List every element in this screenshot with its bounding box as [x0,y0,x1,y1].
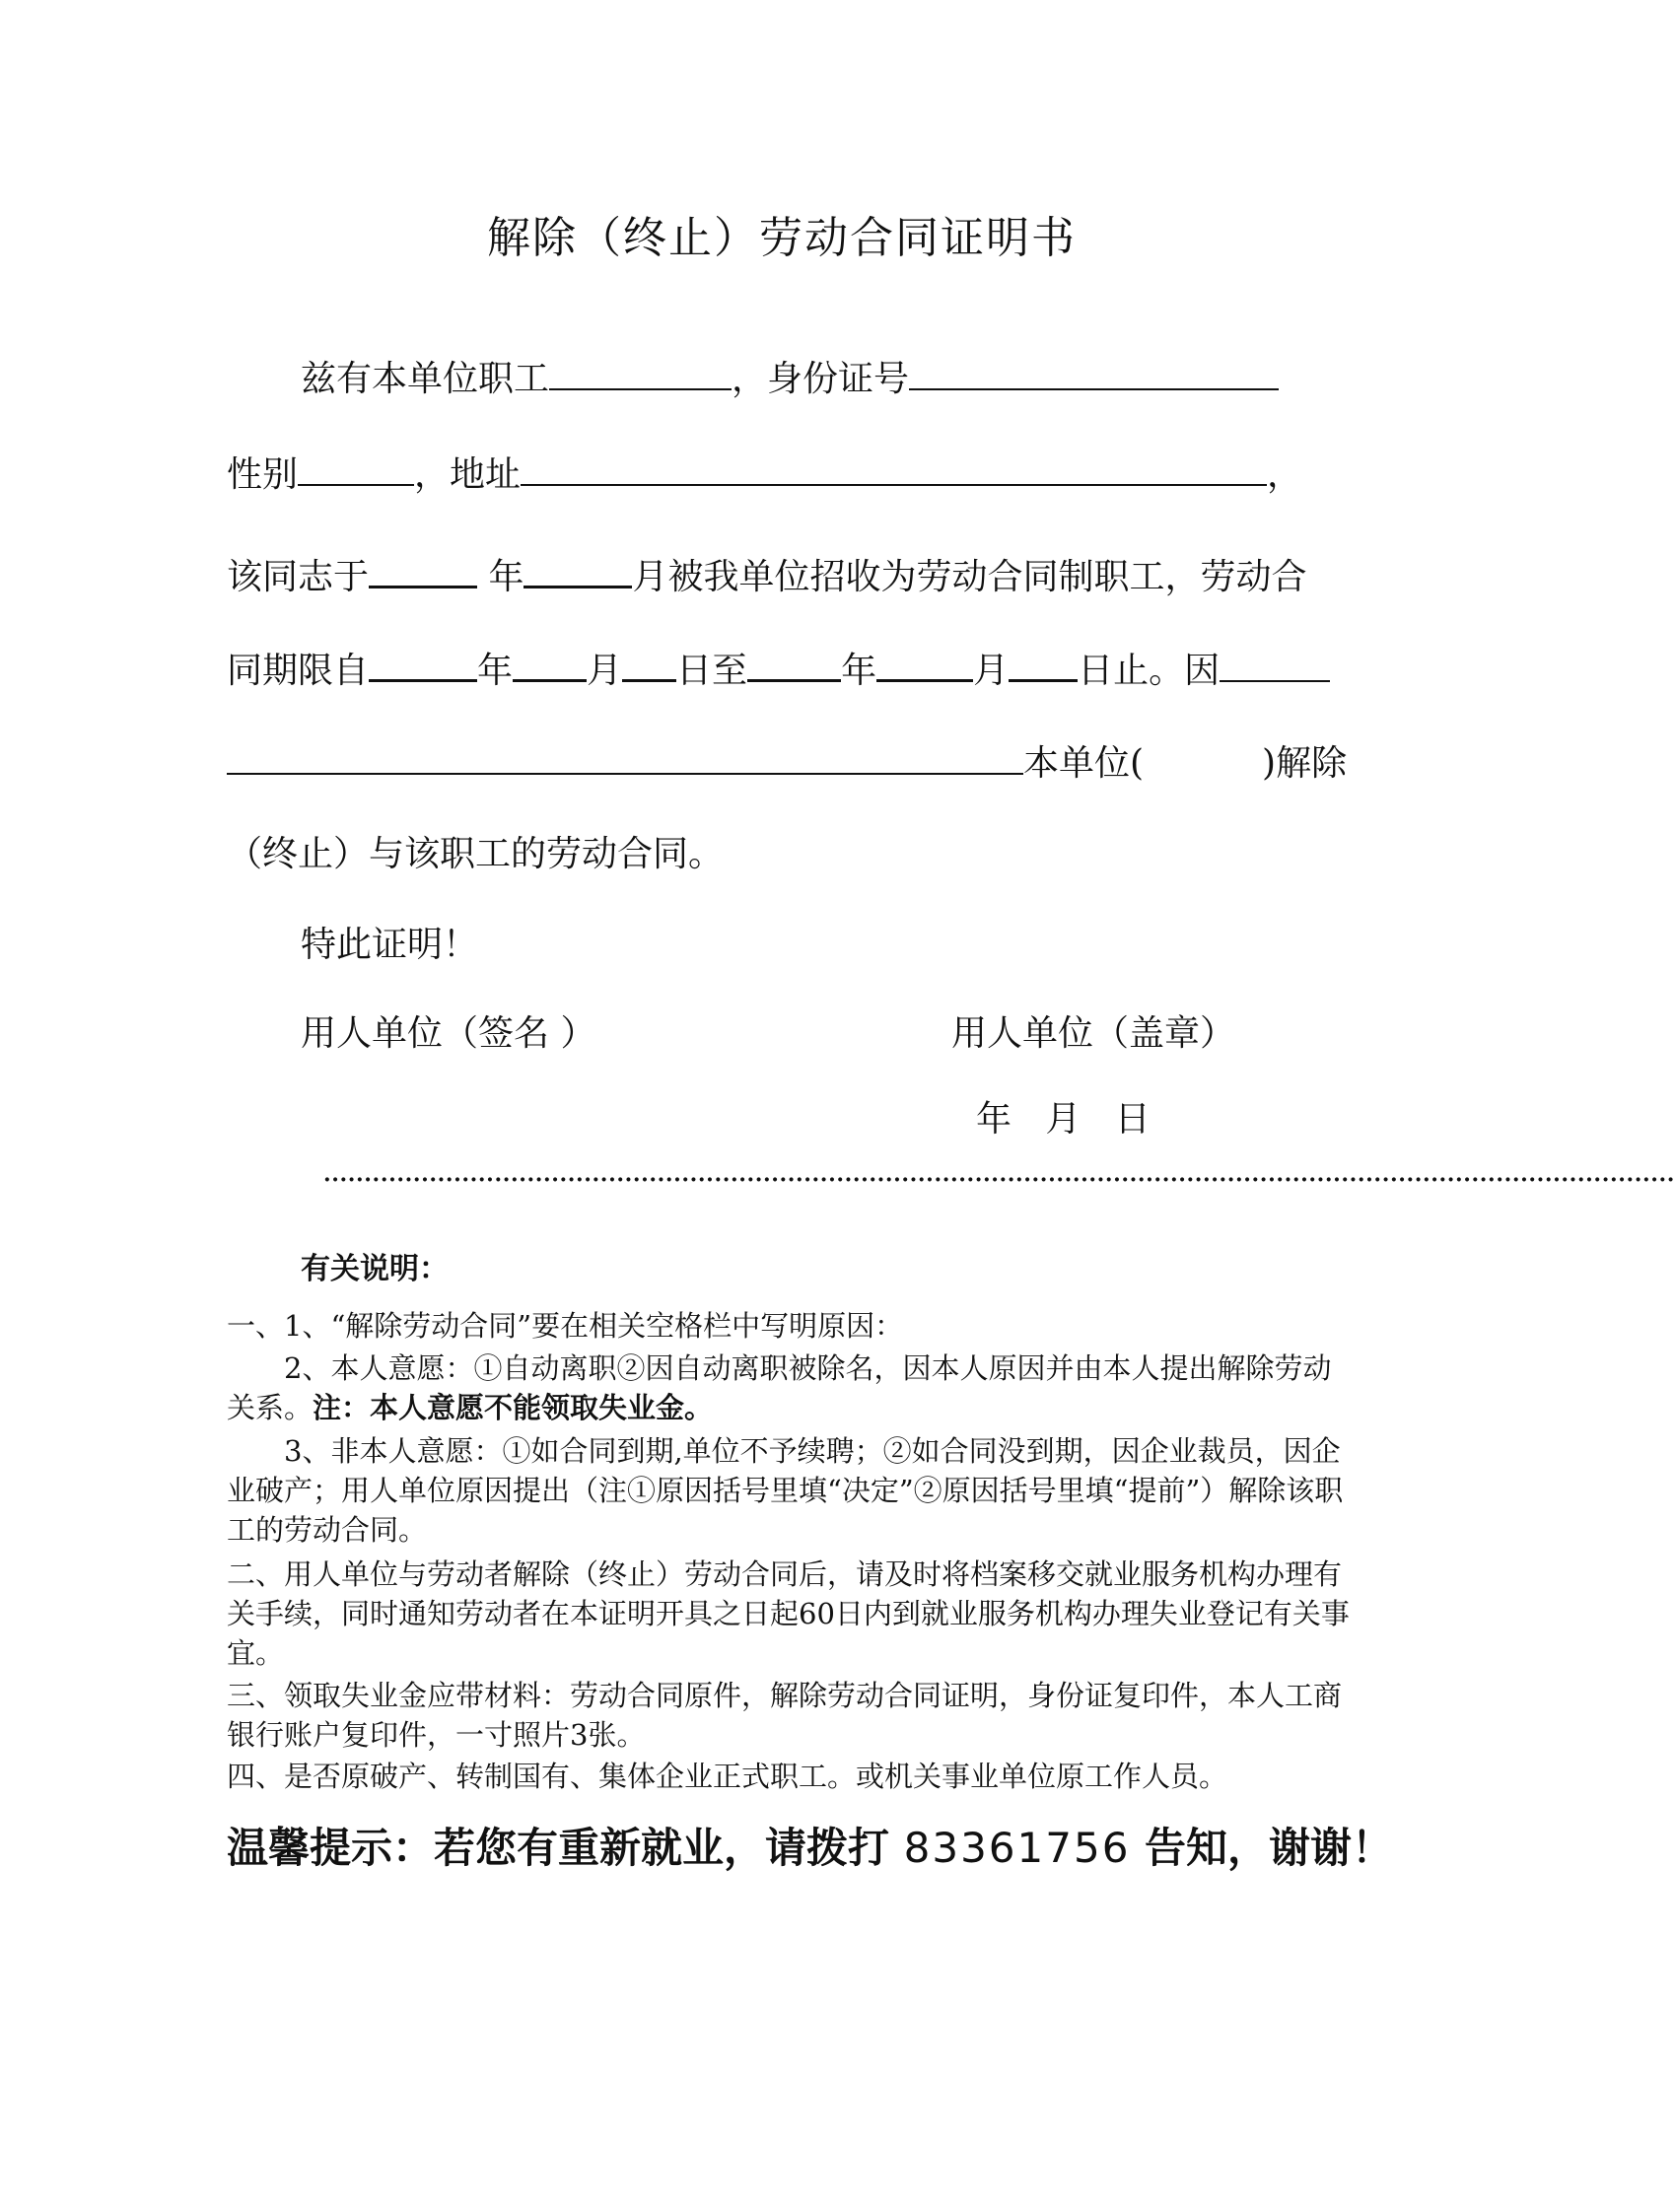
employer-signature: 用人单位（签名 ） [301,1013,596,1054]
notes-title: 有关说明： [301,1252,449,1286]
employer-seal: 用人单位（盖章） [951,1013,1236,1054]
hire-month-blank[interactable] [523,550,632,588]
hire-date-line: 该同志于 年 月被我单位招收为劳动合同制职工，劳动合 [227,550,1307,601]
dotted-separator: ······································································································································································ [323,1167,1675,1193]
reason-line: 本单位( )解除 [227,737,1347,788]
note-6: 四、是否原破产、转制国有、集体企业正式职工。或机关事业单位原工作人员。 [227,1760,1228,1793]
note-5: 三、领取失业金应带材料：劳动合同原件，解除劳动合同证明，身份证复印件，本人工商银行账户复印件，一寸照片3张。 [227,1679,1343,1752]
end-day-blank[interactable] [1009,644,1078,682]
end-month-blank[interactable] [876,644,973,682]
date-line: 年 月 日 [976,1099,1151,1140]
employee-name-blank[interactable] [549,353,732,390]
gender-blank[interactable] [298,449,414,486]
employee-line: 兹有本单位职工 ，身份证号 [301,353,1279,403]
note-2: 2、本人意愿：①自动离职②因自动离职被除名，因本人原因并由本人提出解除劳动关系。注：本人意愿不能领取失业金。 [227,1351,1332,1424]
hire-year-blank[interactable] [369,550,477,588]
contract-period-line: 同期限自 年 月 日至 年 月 日止。因 [227,644,1330,695]
end-year-blank[interactable] [747,644,841,682]
reminder-tip: 温馨提示：若您有重新就业，请拨打 83361756 告知，谢谢！ [227,1824,1394,1872]
address-blank[interactable] [521,449,1267,486]
note-4: 二、用人单位与劳动者解除（终止）劳动合同后，请及时将档案移交就业服务机构办理有关手续，同时通知劳动者在本证明开具之日起60日内到就业服务机构办理失业登记有关事宜。 [227,1557,1350,1670]
start-month-blank[interactable] [513,644,587,682]
phone-number: 83361756 [903,1824,1131,1872]
gender-address-line: 性别 ，地址 ， [227,449,1302,499]
start-day-blank[interactable] [622,644,676,682]
note-3: 3、非本人意愿：①如合同到期,单位不予续聘；②如合同没到期，因企业裁员，因企业破产；用人单位原因提出（注①原因括号里填“决定”②原因括号里填“提前”）解除该职工的劳动合同。 [227,1434,1344,1547]
document-title: 解除（终止）劳动合同证明书 [487,213,1077,263]
id-number-blank[interactable] [909,353,1279,390]
certify-text: 特此证明！ [301,925,479,965]
reason-blank[interactable] [227,737,1023,775]
note-1: 一、1、“解除劳动合同”要在相关空格栏中写明原因： [227,1309,904,1343]
termination-line: （终止）与该职工的劳动合同。 [227,834,725,874]
start-year-blank[interactable] [369,644,477,682]
reason-blank-start[interactable] [1220,645,1330,682]
